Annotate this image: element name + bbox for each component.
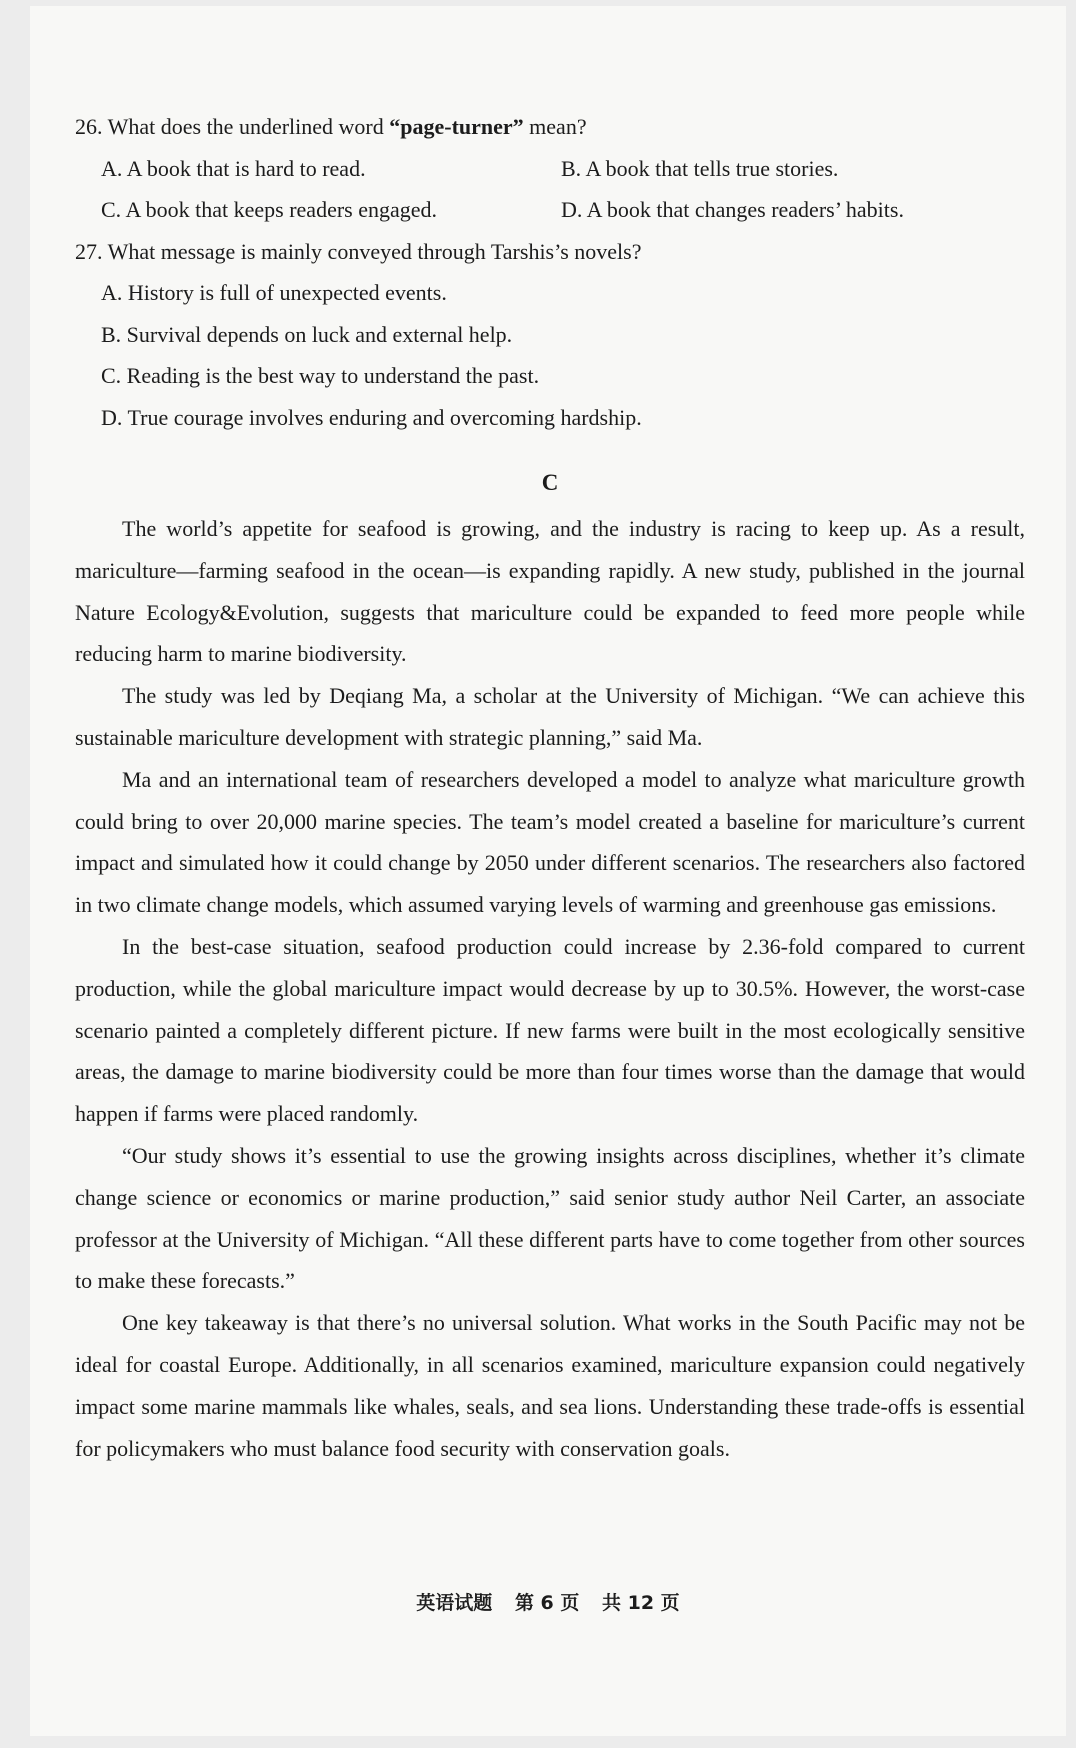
question-26-stem-prefix: 26. What does the underlined word [75, 114, 390, 139]
exam-page [30, 6, 1066, 1736]
question-26-options-row-2 [75, 189, 1025, 231]
passage-paragraph-3: Ma and an international team of researchers developed a model to analyze what mariculture growth could bring to over 20,000 marine species. The team’s model created a baseline for mariculture’s current impact and simulated how it could change by 2050 under different scenarios. The researchers also factored in two climate change models, which assumed varying levels of warming and greenhouse gas emissions. [75, 766, 1025, 918]
passage-paragraph-4: In the best-case situation, seafood production could increase by 2.36-fold compared to current production, while the global mariculture impact would decrease by up to 30.5%. However, the worst-case scenario painted a completely different picture. If new farms were built in the most ecologically sensitive areas, the damage to marine biodiversity could be more than four times worse than the damage that would happen if farms were placed randomly. [75, 933, 1025, 1127]
question-27-stem: 27. What message is mainly conveyed through Tarshis’s novels? [75, 238, 642, 264]
passage-paragraph-1: The world’s appetite for seafood is growing, and the industry is racing to keep up. As a result, mariculture—farming seafood in the ocean—is expanding rapidly. A new study, published in the journal Nature Ecology&Evolution, suggests that mariculture could be expanded to feed more people while reducing harm to marine biodiversity. [75, 516, 1025, 667]
question-27-option-a: A. History is full of unexpected events. [101, 280, 447, 305]
question-26-keyword: “page-turner” [389, 114, 524, 139]
question-27-option-d: D. True courage involves enduring and overcoming hardship. [101, 404, 642, 430]
question-26-option-a: A. A book that is hard to read. [101, 155, 366, 181]
footer-subject: 英语试题 [416, 1592, 493, 1614]
footer-total-pages: 共 12 页 [602, 1592, 680, 1614]
question-26-stem [75, 106, 1025, 148]
question-26-option-d: D. A book that changes readers’ habits. [561, 197, 904, 222]
passage-paragraph-6: One key takeaway is that there’s no universal solution. What works in the South Pacific may not be ideal for coastal Europe. Additionally, in all scenarios examined, mariculture expansion could negatively impact some marine mammals like whales, seals, and sea lions. Understanding these trade-offs is essential for policymakers who must balance food security with conservation goals. [75, 1310, 1025, 1461]
page-content [75, 106, 1025, 1469]
question-26-option-b: B. A book that tells true stories. [561, 155, 839, 181]
footer-page-number: 第 6 页 [514, 1592, 580, 1614]
question-26-stem-suffix: mean? [523, 114, 587, 139]
question-26-options-row-1 [75, 148, 1025, 190]
question-27-option-b: B. Survival depends on luck and external help. [101, 321, 513, 347]
question-27-option-c: C. Reading is the best way to understand the past. [101, 363, 540, 388]
passage-paragraph-2: The study was led by Deqiang Ma, a scholar at the University of Michigan. “We can achieve this sustainable mariculture development with strategic planning,” said Ma. [75, 683, 1025, 750]
passage-paragraph-5: “Our study shows it’s essential to use the growing insights across disciplines, whether it’s climate change science or economics or marine production,” said senior study author Neil Carter, an associate professor at the University of Michigan. “All these different parts have to come together from other sources to make these forecasts.” [75, 1142, 1025, 1294]
question-26-option-c: C. A book that keeps readers engaged. [101, 197, 438, 222]
section-title-c: C [541, 470, 559, 495]
page-footer [30, 1588, 1066, 1615]
